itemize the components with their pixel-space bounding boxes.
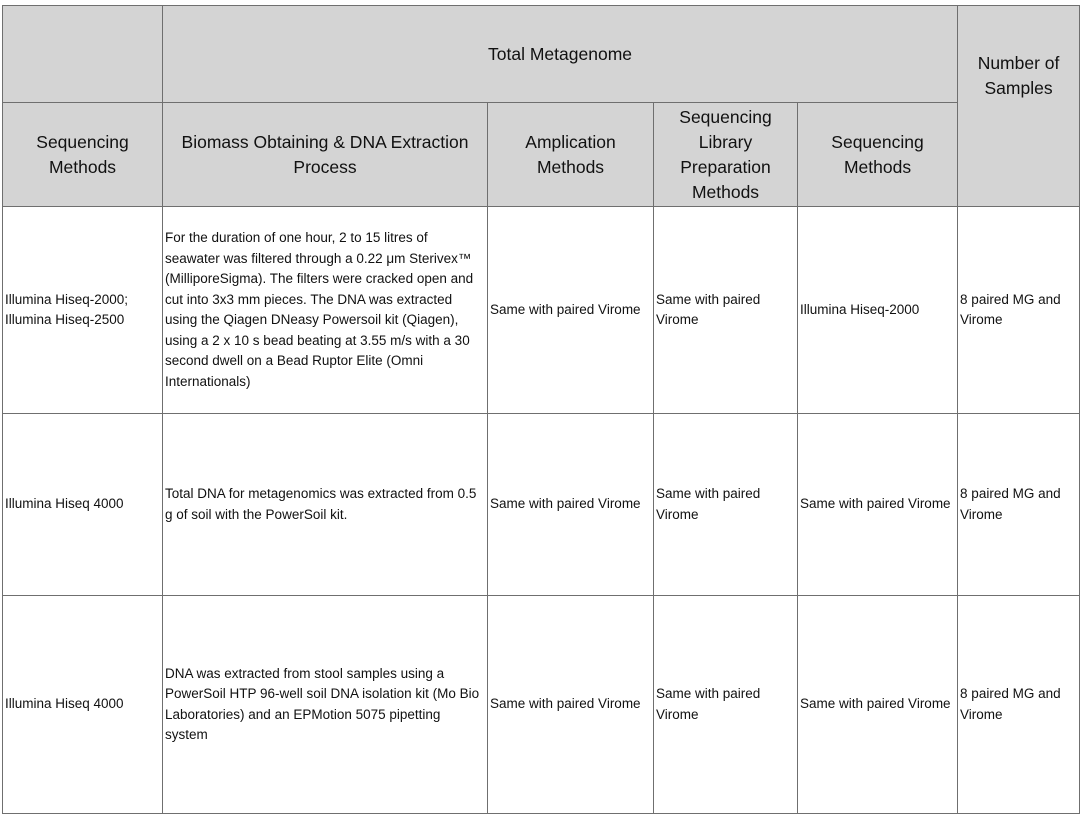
seq-method-cell: Illumina Hiseq-2000; Illumina Hiseq-2500 bbox=[3, 207, 163, 414]
table-row bbox=[3, 207, 1080, 414]
amplication-header: Amplication Methods bbox=[488, 103, 654, 207]
sequencing-methods-left-header: Sequencing Methods bbox=[3, 103, 163, 207]
sequencing-cell: Same with paired Virome bbox=[798, 596, 958, 814]
sequencing-methods-right-header: Sequencing Methods bbox=[798, 103, 958, 207]
number-of-samples-header: Number of Samples bbox=[958, 6, 1080, 207]
sequencing-cell: Same with paired Virome bbox=[798, 414, 958, 596]
library-prep-cell: Same with paired Virome bbox=[654, 207, 798, 414]
biomass-header: Biomass Obtaining & DNA Extraction Process bbox=[163, 103, 488, 207]
metagenome-table bbox=[2, 5, 1080, 814]
amplication-cell: Same with paired Virome bbox=[488, 207, 654, 414]
samples-cell: 8 paired MG and Virome bbox=[958, 414, 1080, 596]
biomass-cell: Total DNA for metagenomics was extracted from 0.5 g of soil with the PowerSoil kit. bbox=[163, 414, 488, 596]
total-metagenome-header: Total Metagenome bbox=[163, 6, 958, 103]
library-prep-header: Sequencing Library Preparation Methods bbox=[654, 103, 798, 207]
amplication-cell: Same with paired Virome bbox=[488, 414, 654, 596]
blank-header-cell bbox=[3, 6, 163, 103]
seq-method-cell: Illumina Hiseq 4000 bbox=[3, 414, 163, 596]
samples-cell: 8 paired MG and Virome bbox=[958, 207, 1080, 414]
samples-cell: 8 paired MG and Virome bbox=[958, 596, 1080, 814]
seq-method-cell: Illumina Hiseq 4000 bbox=[3, 596, 163, 814]
biomass-cell: For the duration of one hour, 2 to 15 litres of seawater was filtered through a 0.22 μm Sterivex™ (MilliporeSigma). The filters were cracked open and cut into 3x3 mm pieces. The DNA was extracted using the Qiagen DNeasy Powersoil kit (Qiagen), using a 2 x 10 s bead beating at 3.55 m/s with a 30 second dwell on a Bead Ruptor Elite (Omni Internationals) bbox=[163, 207, 488, 414]
biomass-cell: DNA was extracted from stool samples using a PowerSoil HTP 96-well soil DNA isolation kit (Mo Bio Laboratories) and an EPMotion 5075 pipetting system bbox=[163, 596, 488, 814]
sequencing-cell: Illumina Hiseq-2000 bbox=[798, 207, 958, 414]
table-row bbox=[3, 596, 1080, 814]
table-row bbox=[3, 414, 1080, 596]
library-prep-cell: Same with paired Virome bbox=[654, 414, 798, 596]
library-prep-cell: Same with paired Virome bbox=[654, 596, 798, 814]
amplication-cell: Same with paired Virome bbox=[488, 596, 654, 814]
